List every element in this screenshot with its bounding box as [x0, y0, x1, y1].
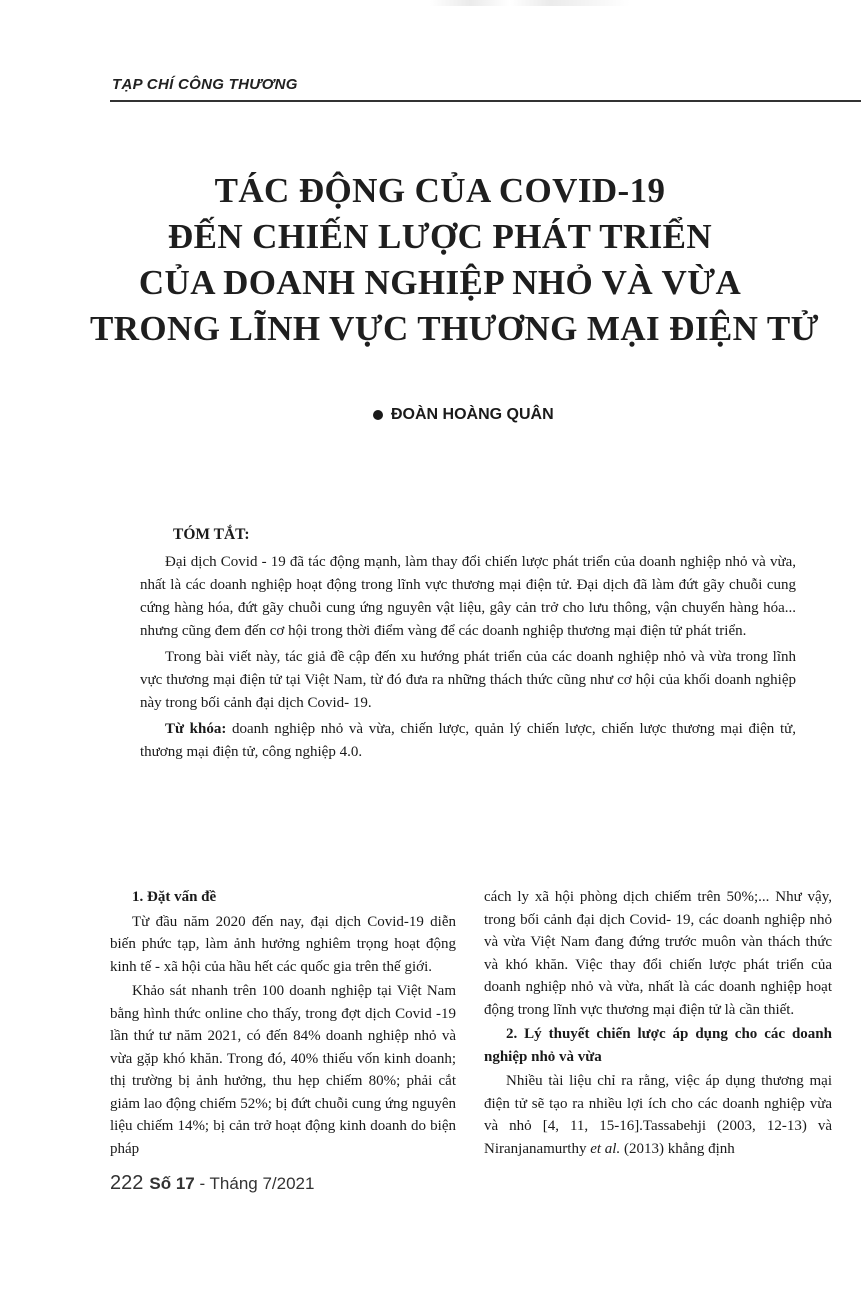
header-rule [110, 100, 861, 102]
text-run: (2013) khẳng định [620, 1140, 735, 1157]
author-name: ĐOÀN HOÀNG QUÂN [391, 406, 554, 423]
right-column [484, 886, 832, 1162]
author-line [373, 406, 554, 424]
keywords-text: doanh nghiệp nhỏ và vừa, chiến lược, quản lý chiến lược, chiến lược thương mại điện tử, thương mại điện tử, công nghiệp 4.0. [140, 721, 797, 760]
article-title [90, 168, 819, 352]
page-number: 222 [110, 1172, 144, 1194]
text-run: Nhiều tài liệu chỉ ra rằng, việc áp dụng thương mại điện tử sẽ tạo ra nhiều lợi ích cho các doanh nghiệp vừa và nhỏ [4, 11, 15-16].Tassabehji (2003, 12-13) và Niranjanamurthy [484, 1073, 832, 1157]
title-line-1: TÁC ĐỘNG CỦA COVID-19 [214, 171, 666, 210]
keywords [140, 718, 796, 764]
abstract [140, 551, 796, 767]
journal-name: TẠP CHÍ CÔNG THƯƠNG [112, 76, 298, 93]
page-footer [110, 1172, 314, 1195]
body-paragraph: Khảo sát nhanh trên 100 doanh nghiệp tại Việt Nam bằng hình thức online cho thấy, trong đợt dịch Covid -19 lần thứ tư năm 2021, có đến 84% doanh nghiệp nhỏ và vừa gặp khó khăn. Trong đó, 40% thiếu vốn kinh doanh; thị trường bị ảnh hưởng, thu hẹp chiếm 80%; phải cắt giảm lao động chiếm 52%; bị đứt chuỗi cung ứng nguyên liệu chiếm 14%; bị cản trở hoạt động kinh doanh do biện pháp [110, 983, 456, 1157]
body-paragraph [484, 1070, 832, 1160]
section-heading: 2. Lý thuyết chiến lược áp dụng cho các doanh nghiệp nhỏ và vừa [484, 1026, 832, 1065]
abstract-paragraph: Đại dịch Covid - 19 đã tác động mạnh, làm thay đổi chiến lược phát triển của doanh nghiệp nhỏ và vừa, nhất là các doanh nghiệp hoạt động trong lĩnh vực thương mại điện tử. Đại dịch đã làm đứt gãy chuỗi cung cứng hàng hóa, đứt gãy chuỗi cung ứng nguyên vật liệu, gây cản trở cho lưu thông, vận chuyển hàng hóa... nhưng cũng đem đến cơ hội trong thời điểm vàng để các doanh nghiệp thương mại điện tử phát triển. [140, 554, 796, 639]
abstract-heading: TÓM TẮT: [173, 526, 250, 543]
issue-info [149, 1172, 314, 1195]
abstract-paragraph: Trong bài viết này, tác giả đề cập đến xu hướng phát triển của các doanh nghiệp nhỏ và vừa trong lĩnh vực thương mại điện tử tại Việt Nam, từ đó đưa ra những thách thức cũng như cơ hội của khối doanh nghiệp này trong bối cảnh đại dịch Covid- 19. [140, 649, 796, 711]
left-column [110, 886, 456, 1162]
body-paragraph: cách ly xã hội phòng dịch chiếm trên 50%;... Như vậy, trong bối cảnh đại dịch Covid- 19, các doanh nghiệp nhỏ và vừa Việt Nam đang đứng trước muôn vàn thách thức và khó khăn. Việc thay đổi chiến lược phát triển của doanh nghiệp nhỏ và vừa, nhất là các doanh nghiệp hoạt động trong lĩnh vực thương mại điện tử là cần thiết. [484, 889, 832, 1018]
title-line-3: CỦA DOANH NGHIỆP NHỎ VÀ VỪA [138, 263, 742, 302]
section-heading: 1. Đặt vấn đề [132, 889, 217, 905]
text-run-italic: et al. [590, 1140, 621, 1157]
issue-month: - Tháng 7/2021 [194, 1174, 315, 1193]
title-line-4: TRONG LĨNH VỰC THƯƠNG MẠI ĐIỆN TỬ [90, 309, 819, 348]
scan-artifact [430, 0, 630, 6]
issue-number: Số 17 [149, 1174, 195, 1193]
keywords-label: Từ khóa: [165, 721, 227, 737]
bullet-icon [373, 410, 383, 420]
body-paragraph: Từ đầu năm 2020 đến nay, đại dịch Covid-19 diễn biến phức tạp, làm ảnh hưởng nghiêm trọng hoạt động kinh tế - xã hội của hầu hết các quốc gia trên thế giới. [110, 913, 456, 975]
title-line-2: ĐẾN CHIẾN LƯỢC PHÁT TRIỂN [167, 217, 713, 256]
